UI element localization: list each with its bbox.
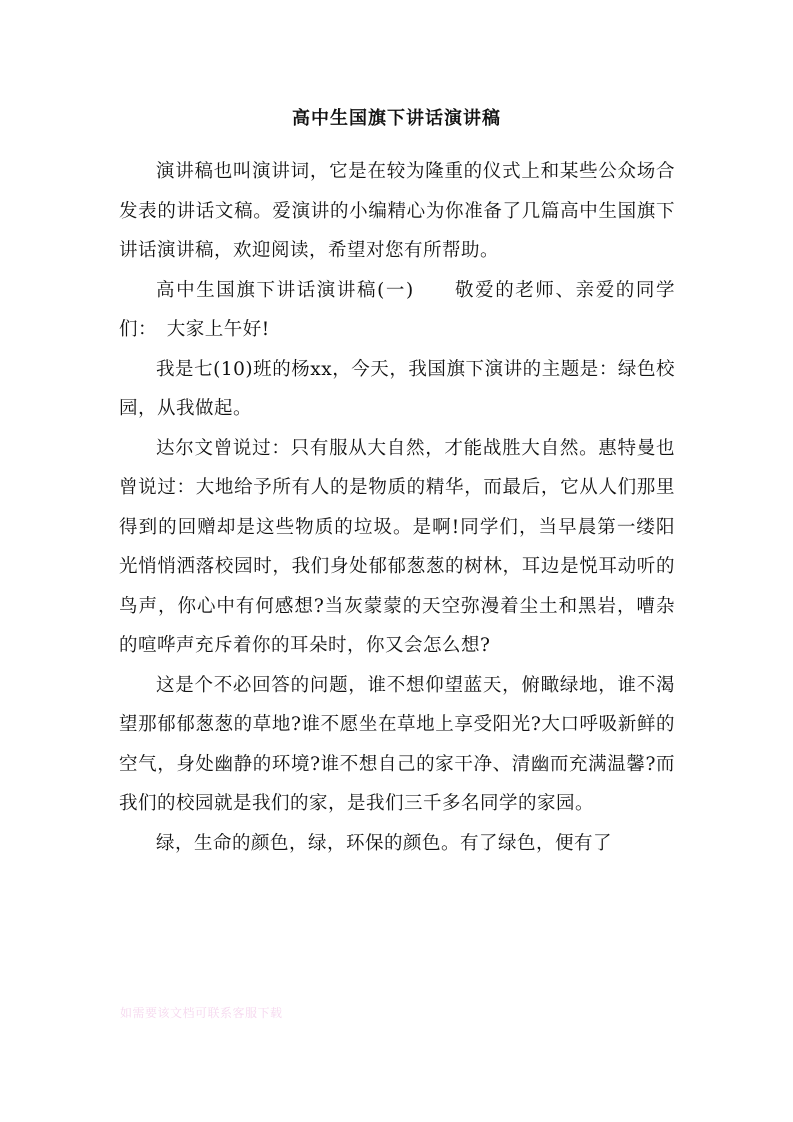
watermark-text: 如需要该文档可联系客服下载 (120, 1006, 283, 1020)
document-title: 高中生国旗下讲话演讲稿 (292, 108, 501, 129)
paragraph-quotes: 达尔文曾说过：只有服从大自然，才能战胜大自然。惠特曼也曾说过：大地给予所有人的是物质的精华，而最后，它从人们那里得到的回赠却是这些物质的垃圾。是啊!同学们，当早晨第一缕阳光悄悄洒落校园时，我们身处郁郁葱葱的树林，耳边是悦耳动听的鸟声，你心中有何感想?当灰蒙蒙的天空弥漫着尘土和黑岩，嘈杂的喧哗声充斥着你的耳朵时，你又会怎么想? (119, 437, 675, 656)
document-body (119, 152, 675, 863)
paragraph-topic: 我是七(10)班的杨xx，今天，我国旗下演讲的主题是：绿色校园，从我做起。 (119, 358, 675, 419)
paragraph-intro: 演讲稿也叫演讲词，它是在较为隆重的仪式上和某些公众场合发表的讲话文稿。爱演讲的小编精心为你准备了几篇高中生国旗下讲话演讲稿，欢迎阅读，希望对您有所帮助。 (119, 161, 675, 261)
paragraph-greeting: 高中生国旗下讲话演讲稿(一) 敬爱的老师、亲爱的同学们： 大家上午好! (119, 279, 675, 340)
paragraph-green: 绿，生命的颜色，绿，环保的颜色。有了绿色，便有了 (156, 832, 613, 854)
paragraph-questions: 这是个不必回答的问题，谁不想仰望蓝天，俯瞰绿地，谁不渴望那郁郁葱葱的草地?谁不愿坐在草地上享受阳光?大口呼吸新鲜的空气，身处幽静的环境?谁不想自己的家干净、清幽而充满温馨?而我们的校园就是我们的家，是我们三千多名同学的家园。 (119, 674, 675, 814)
